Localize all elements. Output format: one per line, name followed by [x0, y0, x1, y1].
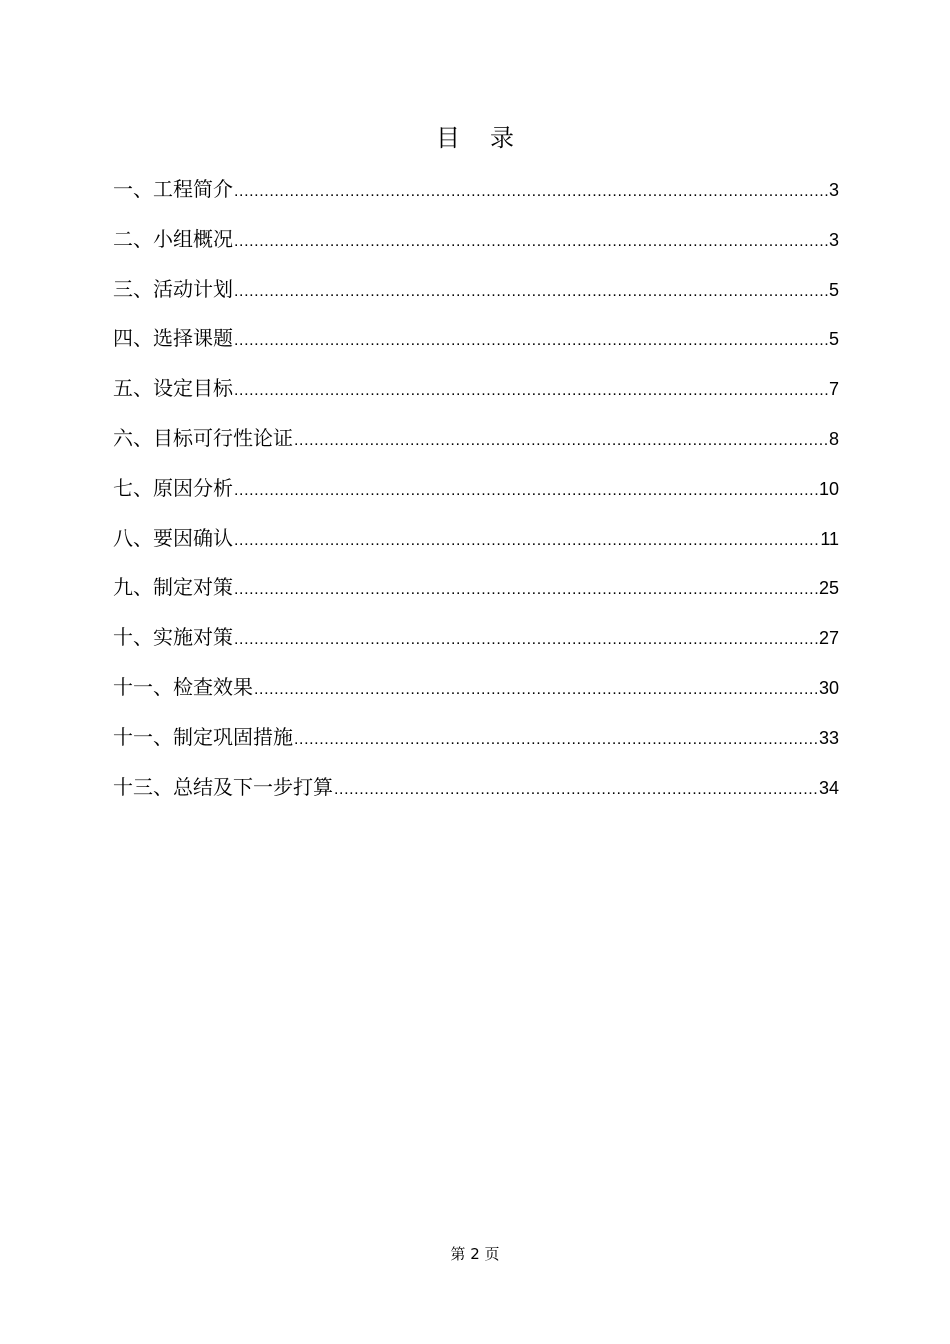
toc-entry[interactable]: [113, 469, 839, 519]
toc-leader-dots: [294, 422, 828, 460]
toc-entry-page: 3: [828, 229, 839, 250]
toc-leader-dots: [234, 621, 818, 659]
page-title: [0, 121, 950, 155]
toc-leader-dots: [234, 571, 818, 609]
toc-leader-dots: [234, 173, 828, 211]
toc-entry-page: 33: [818, 727, 839, 748]
toc-entry-label: 六、目标可行性论证: [113, 425, 293, 450]
toc-leader-dots: [234, 273, 828, 311]
toc-entry-label: 四、选择课题: [113, 326, 233, 351]
toc-entry-label: 五、设定目标: [113, 376, 233, 401]
toc-entry-page: 10: [818, 478, 839, 499]
toc-entry[interactable]: [113, 319, 839, 369]
toc-entry[interactable]: [113, 768, 839, 818]
toc-entry-page: 5: [828, 279, 839, 300]
toc-leader-dots: [234, 472, 818, 510]
toc-entry[interactable]: [113, 220, 839, 270]
toc-leader-dots: [234, 322, 828, 360]
toc-entry[interactable]: [113, 369, 839, 419]
toc-entry-label: 三、活动计划: [113, 276, 233, 301]
toc-entry[interactable]: [113, 170, 839, 220]
toc-entry-page: 34: [818, 777, 839, 798]
toc-entry-label: 八、要因确认: [113, 525, 233, 550]
toc-entry-page: 30: [818, 677, 839, 698]
footer-suffix: 页: [484, 1245, 500, 1263]
toc-entry-page: 25: [818, 578, 839, 599]
toc-leader-dots: [334, 771, 818, 809]
toc-entry-page: 27: [818, 628, 839, 649]
toc-leader-dots: [254, 671, 818, 709]
toc-leader-dots: [234, 223, 828, 261]
toc-entry-label: 七、原因分析: [113, 475, 233, 500]
toc-entry-page: 8: [828, 428, 839, 449]
toc-entry-label: 九、制定对策: [113, 575, 233, 600]
toc-entry[interactable]: [113, 568, 839, 618]
toc-entry[interactable]: [113, 419, 839, 469]
toc-entry[interactable]: [113, 668, 839, 718]
toc-entry-label: 十一、检查效果: [113, 674, 253, 699]
toc-entry-page: 11: [820, 528, 839, 549]
title-char-2: 录: [490, 124, 514, 152]
page-footer: [0, 1244, 950, 1264]
toc-entry-label: 十、实施对策: [113, 625, 233, 650]
toc-leader-dots: [234, 522, 819, 560]
toc-entry-page: 3: [828, 180, 839, 200]
toc-entry-page: 5: [828, 329, 839, 350]
toc-entry-page: 7: [828, 379, 839, 400]
toc-leader-dots: [234, 372, 828, 410]
toc-entry-label: 十三、总结及下一步打算: [113, 774, 333, 799]
footer-page-number: 2: [470, 1245, 480, 1263]
toc-entry-label: 十一、制定巩固措施: [113, 724, 293, 749]
toc-entry[interactable]: [113, 718, 839, 768]
toc-entry[interactable]: [113, 519, 839, 569]
toc-entry[interactable]: [113, 618, 839, 668]
table-of-contents: [113, 170, 839, 817]
footer-prefix: 第: [450, 1245, 466, 1263]
toc-entry[interactable]: [113, 270, 839, 320]
toc-leader-dots: [294, 721, 818, 759]
toc-entry-label: 二、小组概况: [113, 226, 233, 251]
toc-entry-label: 一、工程简介: [113, 177, 233, 201]
title-char-1: 目: [436, 124, 460, 152]
